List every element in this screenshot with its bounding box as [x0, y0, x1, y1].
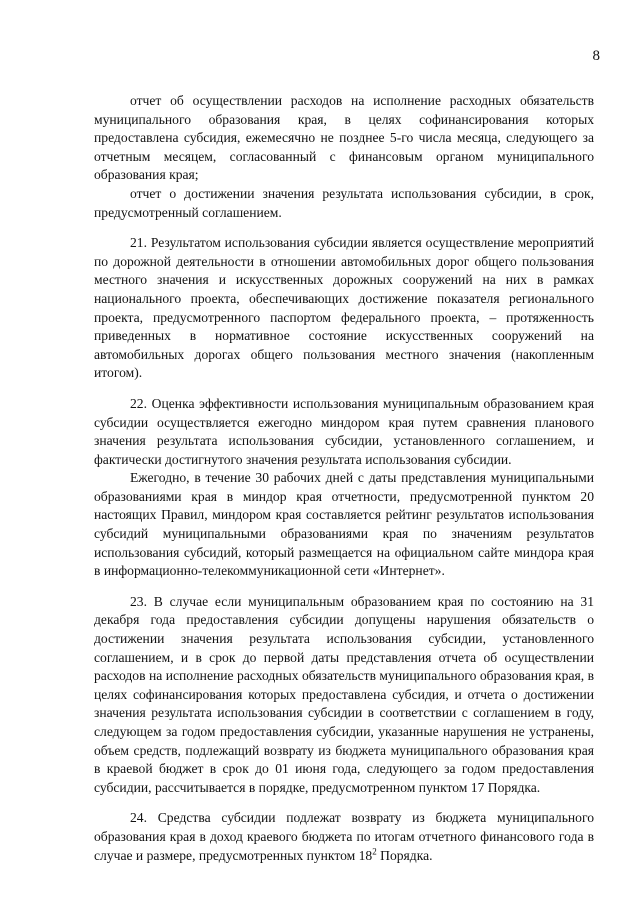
paragraph-21: 21. Результатом использования субсидии является осуществление мероприятий по дорожной деятельности в отношении автомобильных дорог общего пользования местного значения и искусственных дорожных сооружений на них в рамках национального проекта, обеспечивающих достижение показателя регионального проекта, предусмотренного паспортом федерального проекта, – протяженность приведенных в нормативное состояние искусственных сооружений на автомобильных дорогах общего пользования местного значения (накопленным итогом). — [94, 235, 594, 381]
paragraph-24-superscript: 2 — [372, 846, 377, 857]
paragraph-24 — [94, 809, 594, 865]
paragraph-24-tail: Порядка. — [376, 847, 433, 863]
paragraph-report-expenditures: отчет об осуществлении расходов на исполнение расходных обязательств муниципального образования края, в целях софинансирования которых предоставлена субсидия, ежемесячно не позднее 5-го числа месяца, следующего за отчетным месяцем, согласованный с финансовым органом муниципального образования края; — [94, 93, 594, 183]
paragraph-23: 23. В случае если муниципальным образованием края по состоянию на 31 декабря года предоставления субсидии допущены нарушения обязательств о достижении значения результата использования субсидии, установленного соглашением, и в срок до первой даты представления отчета об осуществлении расходов на исполнение расходных обязательств муниципального образования края, в целях софинансирования которых предоставлена субсидия, и отчета о достижении значения результата использования субсидии в соответствии с соглашением в году, следующем за годом предоставления субсидии, указанные нарушения не устранены, объем средств, подлежащий возврату из бюджета муниципального образования края в краевой бюджет в срок до 01 июня года, следующего за годом предоставления субсидии, рассчитывается в порядке, предусмотренном пунктом 17 Порядка. — [94, 593, 594, 795]
page-number: 8 — [592, 48, 600, 64]
paragraph-24-text: 24. Средства субсидии подлежат возврату из бюджета муниципального образования края в доход краевого бюджета по итогам отчетного финансового года в случае и размере, предусмотренных пунктом 18 — [94, 810, 594, 863]
document-body — [94, 92, 594, 865]
paragraph-22-rating: Ежегодно, в течение 30 рабочих дней с даты представления муниципальными образованиями края в миндор края отчетности, предусмотренной пунктом 20 настоящих Правил, миндором края составляется рейтинг результатов использования субсидий муниципальными образованиями края по значениям результатов использования субсидий, который размещается на официальном сайте миндора края в информационно-телекоммуникационной сети «Интернет». — [94, 470, 594, 579]
paragraph-22: 22. Оценка эффективности использования муниципальным образованием края субсидии осуществляется ежегодно миндором края путем сравнения планового значения результата использования субсидии, установленного соглашением, и фактически достигнутого значения результата использования субсидии. — [94, 395, 594, 467]
paragraph-report-result: отчет о достижении значения результата использования субсидии, в срок, предусмотренный соглашением. — [94, 185, 594, 220]
